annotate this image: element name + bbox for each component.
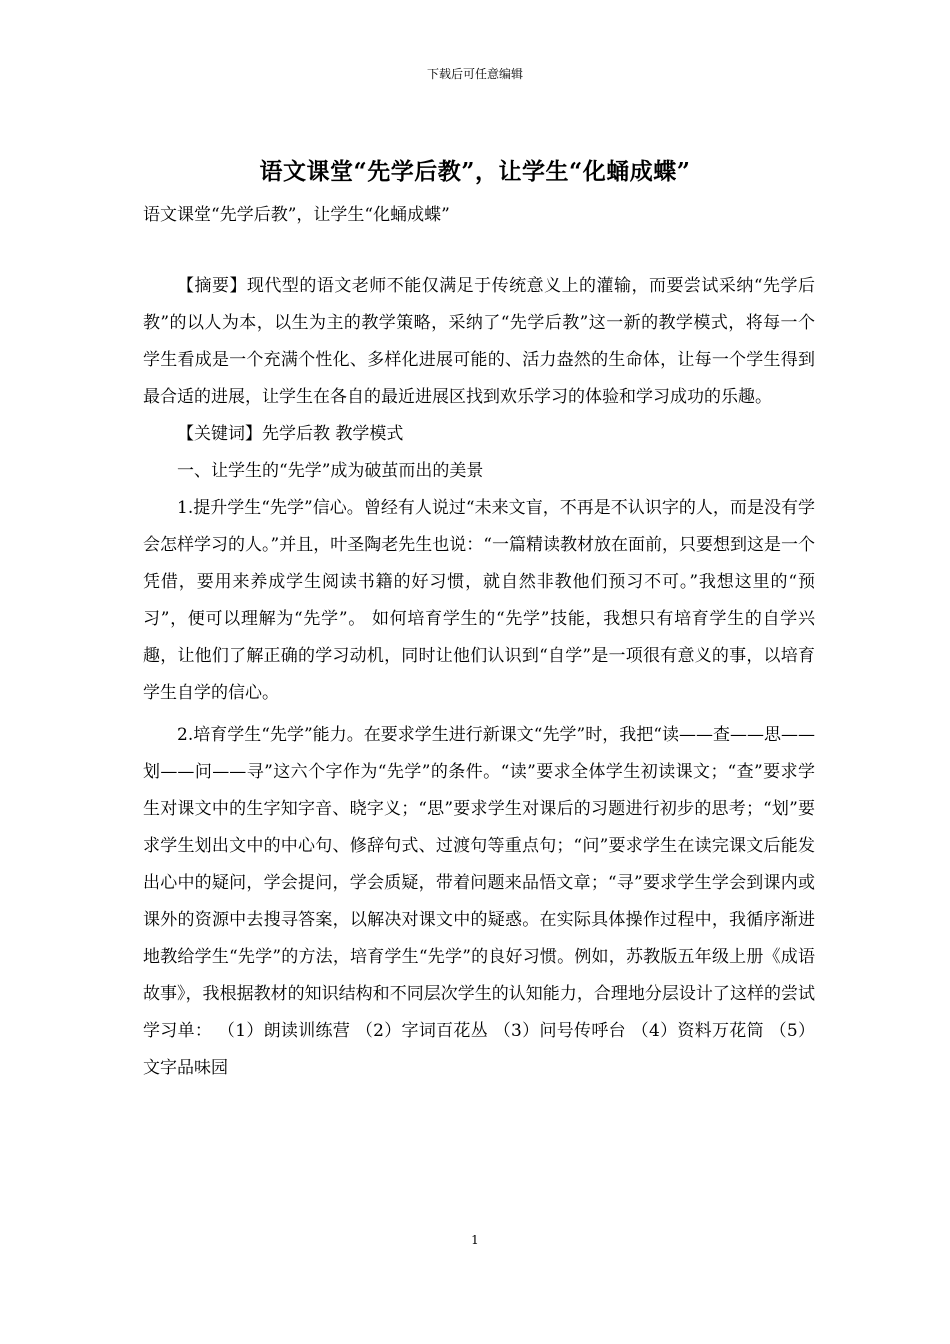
body-paragraph: 2.培育学生“先学”能力。在要求学生进行新课文“先学”时，我把“读——查——思——划——问——寻”这六个字作为“先学”的条件。“读”要求全体学生初读课文；“查”要求学生对课文中的生字知字音、晓字义；“思”要求学生对课后的习题进行初步的思考；“划”要求学生划出文中的中心句、修辞句式、过渡句等重点句；“问”要求学生在读完课文后能发出心中的疑问，学会提问，学会质疑，带着问题来品悟文章；“寻”要求学生学会到课内或课外的资源中去搜寻答案，以解决对课文中的疑惑。在实际具体操作过程中，我循序渐进地教给学生“先学”的方法，培育学生“先学”的良好习惯。例如，苏教版五年级上册《成语故事》，我根据教材的知识结构和不同层次学生的认知能力，合理地分层设计了这样的尝试学习单： （1）朗读训练营 （2）字词百花丛 （3）问号传呼台 （4）资料万花筒 （5）文字品味园: [143, 725, 815, 1078]
abstract-paragraph: 【摘要】现代型的语文老师不能仅满足于传统意义上的灌输，而要尝试采纳“先学后教”的以人为本，以生为主的教学策略，采纳了“先学后教”这一新的教学模式，将每一个学生看成是一个充满个性化、多样化进展可能的、活力盎然的生命体，让每一个学生得到最合适的进展，让学生在各自的最近进展区找到欢乐学习的体验和学习成功的乐趣。: [143, 276, 815, 407]
document-subtitle: 语文课堂“先学后教”，让学生“化蛹成蝶”: [143, 205, 450, 225]
section-heading: 一、让学生的“先学”成为破茧而出的美景: [177, 461, 484, 481]
page-number: 1: [471, 1233, 479, 1247]
document-title: 语文课堂“先学后教”，让学生“化蛹成蝶”: [259, 158, 691, 185]
document-body: [143, 268, 815, 1087]
body-paragraph: 1.提升学生“先学”信心。曾经有人说过“未来文盲，不再是不认识字的人，而是没有学会怎样学习的人。”并且，叶圣陶老先生也说：“一篇精读教材放在面前，只要想到这是一个凭借，要用来养成学生阅读书籍的好习惯，就自然非教他们预习不可。”我想这里的“预习”，便可以理解为“先学”。 如何培育学生的“先学”技能，我想只有培育学生的自学兴趣，让他们了解正确的学习动机，同时让他们认识到“自学”是一项很有意义的事，以培育学生自学的信心。: [143, 498, 815, 703]
keywords-paragraph: 【关键词】先学后教 教学模式: [177, 424, 404, 444]
page-header: 下载后可任意编辑: [426, 67, 523, 81]
